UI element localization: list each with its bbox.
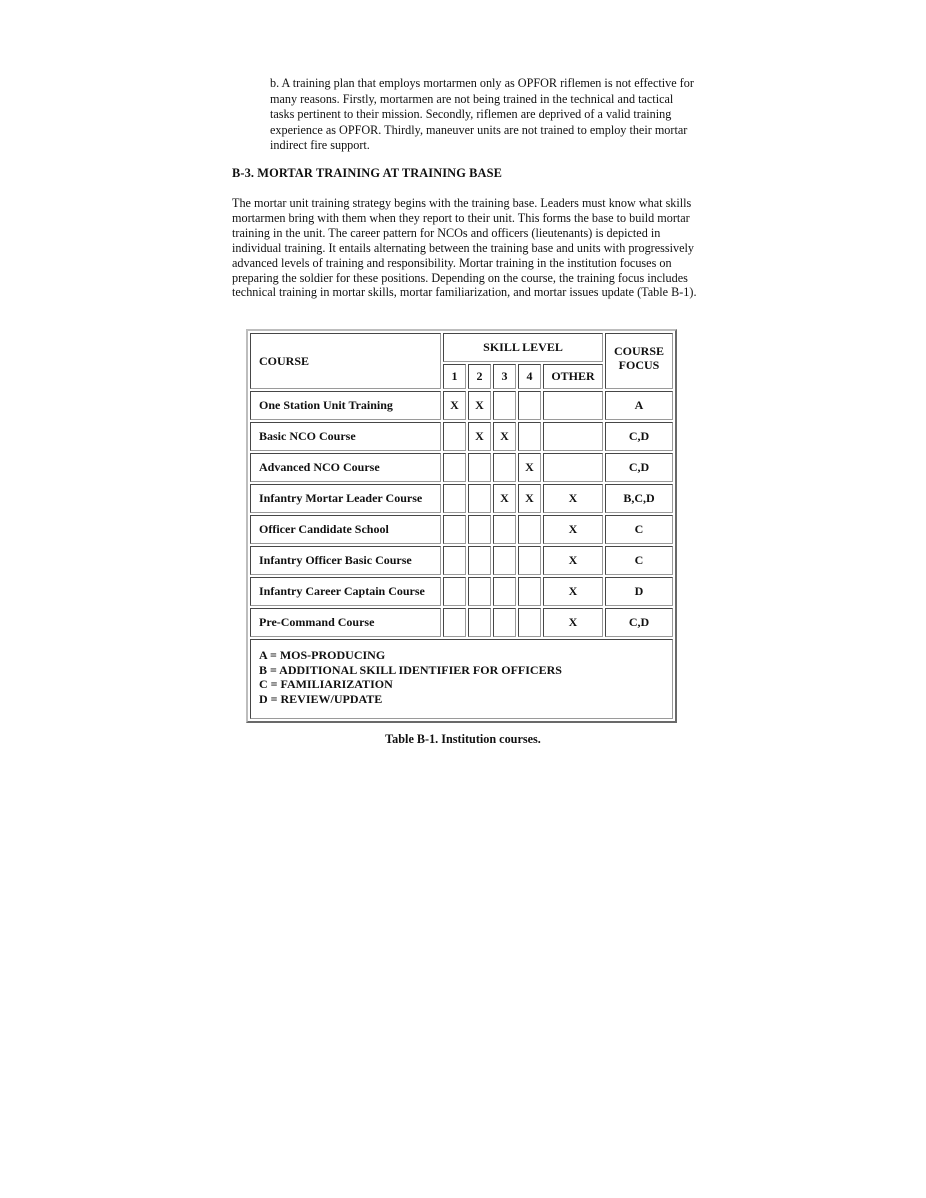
- course-focus-cell: A: [605, 391, 673, 420]
- legend-item-d: D = REVIEW/UPDATE: [259, 691, 383, 706]
- table-row: [250, 422, 673, 451]
- skill-level-cell: X: [543, 608, 603, 637]
- course-focus-cell: C,D: [605, 422, 673, 451]
- header-level-other: OTHER: [543, 364, 603, 389]
- skill-level-cell: [443, 577, 466, 606]
- skill-level-cell: X: [468, 422, 491, 451]
- header-row-1: [250, 333, 673, 362]
- table-row: [250, 391, 673, 420]
- skill-level-cell: [468, 484, 491, 513]
- course-name-cell: Basic NCO Course: [250, 422, 441, 451]
- course-focus-cell: D: [605, 577, 673, 606]
- table-legend: [250, 639, 673, 719]
- skill-level-cell: [493, 608, 516, 637]
- skill-level-cell: [468, 453, 491, 482]
- course-name-cell: Officer Candidate School: [250, 515, 441, 544]
- skill-level-cell: [493, 546, 516, 575]
- course-name-cell: Pre-Command Course: [250, 608, 441, 637]
- header-level-1: 1: [443, 364, 466, 389]
- header-level-4: 4: [518, 364, 541, 389]
- skill-level-cell: [518, 515, 541, 544]
- skill-level-cell: [443, 608, 466, 637]
- skill-level-cell: [443, 453, 466, 482]
- legend-item-b: B = ADDITIONAL SKILL IDENTIFIER FOR OFFICERS: [259, 662, 562, 677]
- table-row: [250, 515, 673, 544]
- course-focus-cell: C: [605, 546, 673, 575]
- skill-level-cell: [443, 515, 466, 544]
- skill-level-cell: X: [468, 391, 491, 420]
- skill-level-cell: X: [543, 577, 603, 606]
- table-row: [250, 546, 673, 575]
- course-name-cell: Infantry Career Captain Course: [250, 577, 441, 606]
- course-focus-cell: C,D: [605, 608, 673, 637]
- skill-level-cell: [493, 577, 516, 606]
- legend-item-c: C = FAMILIARIZATION: [259, 677, 393, 691]
- course-focus-cell: C: [605, 515, 673, 544]
- skill-level-cell: X: [493, 484, 516, 513]
- skill-level-cell: X: [518, 484, 541, 513]
- skill-level-cell: [493, 391, 516, 420]
- course-name-cell: Infantry Mortar Leader Course: [250, 484, 441, 513]
- skill-level-cell: X: [543, 515, 603, 544]
- header-skill-level: SKILL LEVEL: [443, 333, 603, 362]
- paragraph-main: The mortar unit training strategy begins with the training base. Leaders must know what skills mortarmen bring with them when they report to their unit. This forms the base to build mortar training in the unit. The career pattern for NCOs and officers (lieutenants) is depicted in individual training. It entails alternating between the training base and units with progressively advanced levels of training and responsibility. Mortar training in the institution focuses on preparing the soldier for these positions. Depending on the course, the training focus includes technical training in mortar skills, mortar familiarization, and mortar issues update (Table B-1).: [232, 196, 697, 300]
- skill-level-cell: [518, 608, 541, 637]
- section-heading: B-3. MORTAR TRAINING AT TRAINING BASE: [232, 166, 502, 180]
- skill-level-cell: [493, 515, 516, 544]
- paragraph-b: b. A training plan that employs mortarmen only as OPFOR riflemen is not effective for many reasons. Firstly, mortarmen are not being trained in the technical and tactical tasks pertinent to their mission. Secondly, riflemen are deprived of a valid training experience as OPFOR. Thirdly, maneuver units are not trained to employ their mortar indirect fire support.: [270, 76, 694, 152]
- skill-level-cell: [518, 577, 541, 606]
- table-caption: Table B-1. Institution courses.: [385, 732, 541, 746]
- skill-level-cell: X: [443, 391, 466, 420]
- institution-courses-table: [246, 329, 677, 723]
- skill-level-cell: X: [493, 422, 516, 451]
- skill-level-cell: X: [543, 546, 603, 575]
- skill-level-cell: [443, 484, 466, 513]
- legend-item-a: A = MOS-PRODUCING: [259, 648, 386, 662]
- header-level-3: 3: [493, 364, 516, 389]
- header-course-focus: COURSE FOCUS: [605, 333, 673, 389]
- course-focus-cell: B,C,D: [605, 484, 673, 513]
- skill-level-cell: [468, 546, 491, 575]
- header-course: COURSE: [250, 333, 441, 389]
- table-row: [250, 453, 673, 482]
- skill-level-cell: [543, 453, 603, 482]
- skill-level-cell: [518, 546, 541, 575]
- course-name-cell: Advanced NCO Course: [250, 453, 441, 482]
- skill-level-cell: [443, 546, 466, 575]
- course-focus-cell: C,D: [605, 453, 673, 482]
- skill-level-cell: [443, 422, 466, 451]
- skill-level-cell: [518, 391, 541, 420]
- skill-level-cell: [468, 515, 491, 544]
- legend-row: [250, 639, 673, 719]
- header-level-2: 2: [468, 364, 491, 389]
- table-row: [250, 484, 673, 513]
- skill-level-cell: [468, 577, 491, 606]
- skill-level-cell: X: [518, 453, 541, 482]
- institution-courses-table-container: [246, 329, 677, 715]
- table-row: [250, 577, 673, 606]
- skill-level-cell: [518, 422, 541, 451]
- skill-level-cell: [543, 391, 603, 420]
- skill-level-cell: [468, 608, 491, 637]
- table-row: [250, 608, 673, 637]
- skill-level-cell: X: [543, 484, 603, 513]
- skill-level-cell: [543, 422, 603, 451]
- course-name-cell: One Station Unit Training: [250, 391, 441, 420]
- skill-level-cell: [493, 453, 516, 482]
- course-name-cell: Infantry Officer Basic Course: [250, 546, 441, 575]
